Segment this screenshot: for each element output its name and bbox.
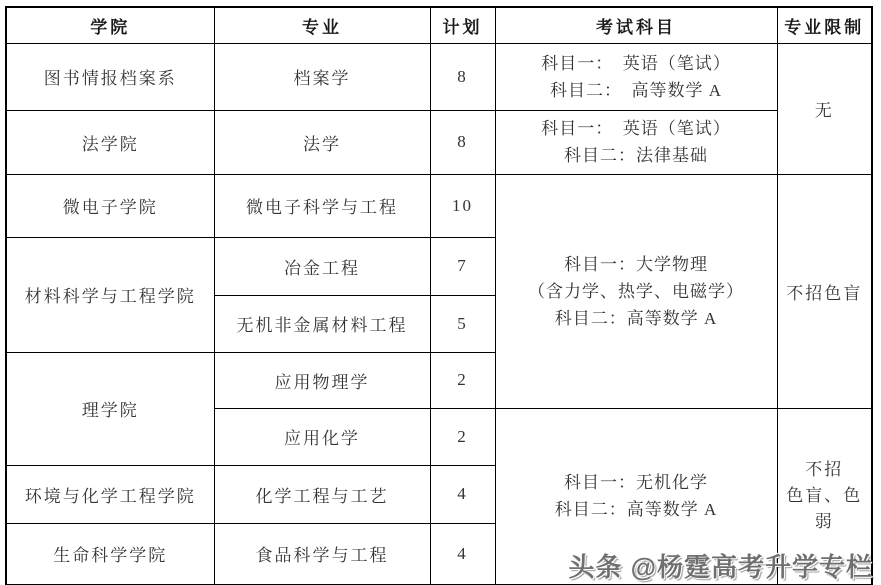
- college-cell: 生命科学学院: [6, 523, 214, 585]
- exam-cell: [495, 43, 777, 110]
- exam-line: 科目一：大学物理: [564, 254, 708, 274]
- major-cell: 食品科学与工程: [214, 523, 430, 585]
- major-cell: 法学: [214, 110, 430, 174]
- major-cell: 微电子科学与工程: [214, 174, 430, 237]
- major-cell: 化学工程与工艺: [214, 465, 430, 523]
- header-major-restriction: 专业限制: [777, 7, 872, 43]
- college-cell: 微电子学院: [6, 174, 214, 237]
- toutiao-watermark: 头条 @杨霆高考升学专栏: [568, 552, 873, 582]
- plan-cell: 2: [430, 408, 495, 465]
- restriction-line: 色盲、色弱: [786, 486, 863, 532]
- exam-cell: [495, 110, 777, 174]
- plan-cell: 4: [430, 465, 495, 523]
- plan-cell: 10: [430, 174, 495, 237]
- major-cell: 冶金工程: [214, 237, 430, 295]
- header-row: [6, 7, 872, 43]
- college-cell: 法学院: [6, 110, 214, 174]
- restriction-line: 不招: [805, 460, 844, 480]
- college-cell: 材料科学与工程学院: [6, 237, 214, 352]
- plan-cell: 8: [430, 110, 495, 174]
- exam-line: 科目二：高等数学 A: [554, 500, 718, 520]
- plan-cell: 2: [430, 352, 495, 408]
- exam-line: 科目一： 英语（笔试）: [541, 53, 731, 73]
- exam-cell: [495, 174, 777, 408]
- header-college: 学院: [6, 7, 214, 43]
- table-row: [6, 174, 872, 237]
- exam-line: 科目二：高等数学 A: [554, 308, 718, 328]
- exam-line: 科目二： 高等数学 A: [549, 80, 723, 100]
- major-cell: 无机非金属材料工程: [214, 295, 430, 352]
- plan-cell: 7: [430, 237, 495, 295]
- header-exam-subjects: 考试科目: [495, 7, 777, 43]
- exam-line: （含力学、热学、电磁学）: [528, 281, 744, 301]
- major-cell: 档案学: [214, 43, 430, 110]
- exam-line: 科目一：无机化学: [564, 473, 708, 493]
- admission-plan-table: [5, 6, 873, 585]
- major-cell: 应用物理学: [214, 352, 430, 408]
- plan-cell: 8: [430, 43, 495, 110]
- header-plan: 计划: [430, 7, 495, 43]
- college-cell: 环境与化学工程学院: [6, 465, 214, 523]
- table-row: [6, 43, 872, 110]
- exam-line: 科目二：法律基础: [564, 146, 708, 165]
- table-row: [6, 110, 872, 174]
- restriction-cell: 不招色盲: [777, 174, 872, 408]
- college-cell: 图书情报档案系: [6, 43, 214, 110]
- college-cell: 理学院: [6, 352, 214, 465]
- restriction-cell: 无: [777, 43, 872, 174]
- plan-cell: 4: [430, 523, 495, 585]
- header-major: 专业: [214, 7, 430, 43]
- major-cell: 应用化学: [214, 408, 430, 465]
- plan-cell: 5: [430, 295, 495, 352]
- exam-line: 科目一： 英语（笔试）: [541, 119, 731, 138]
